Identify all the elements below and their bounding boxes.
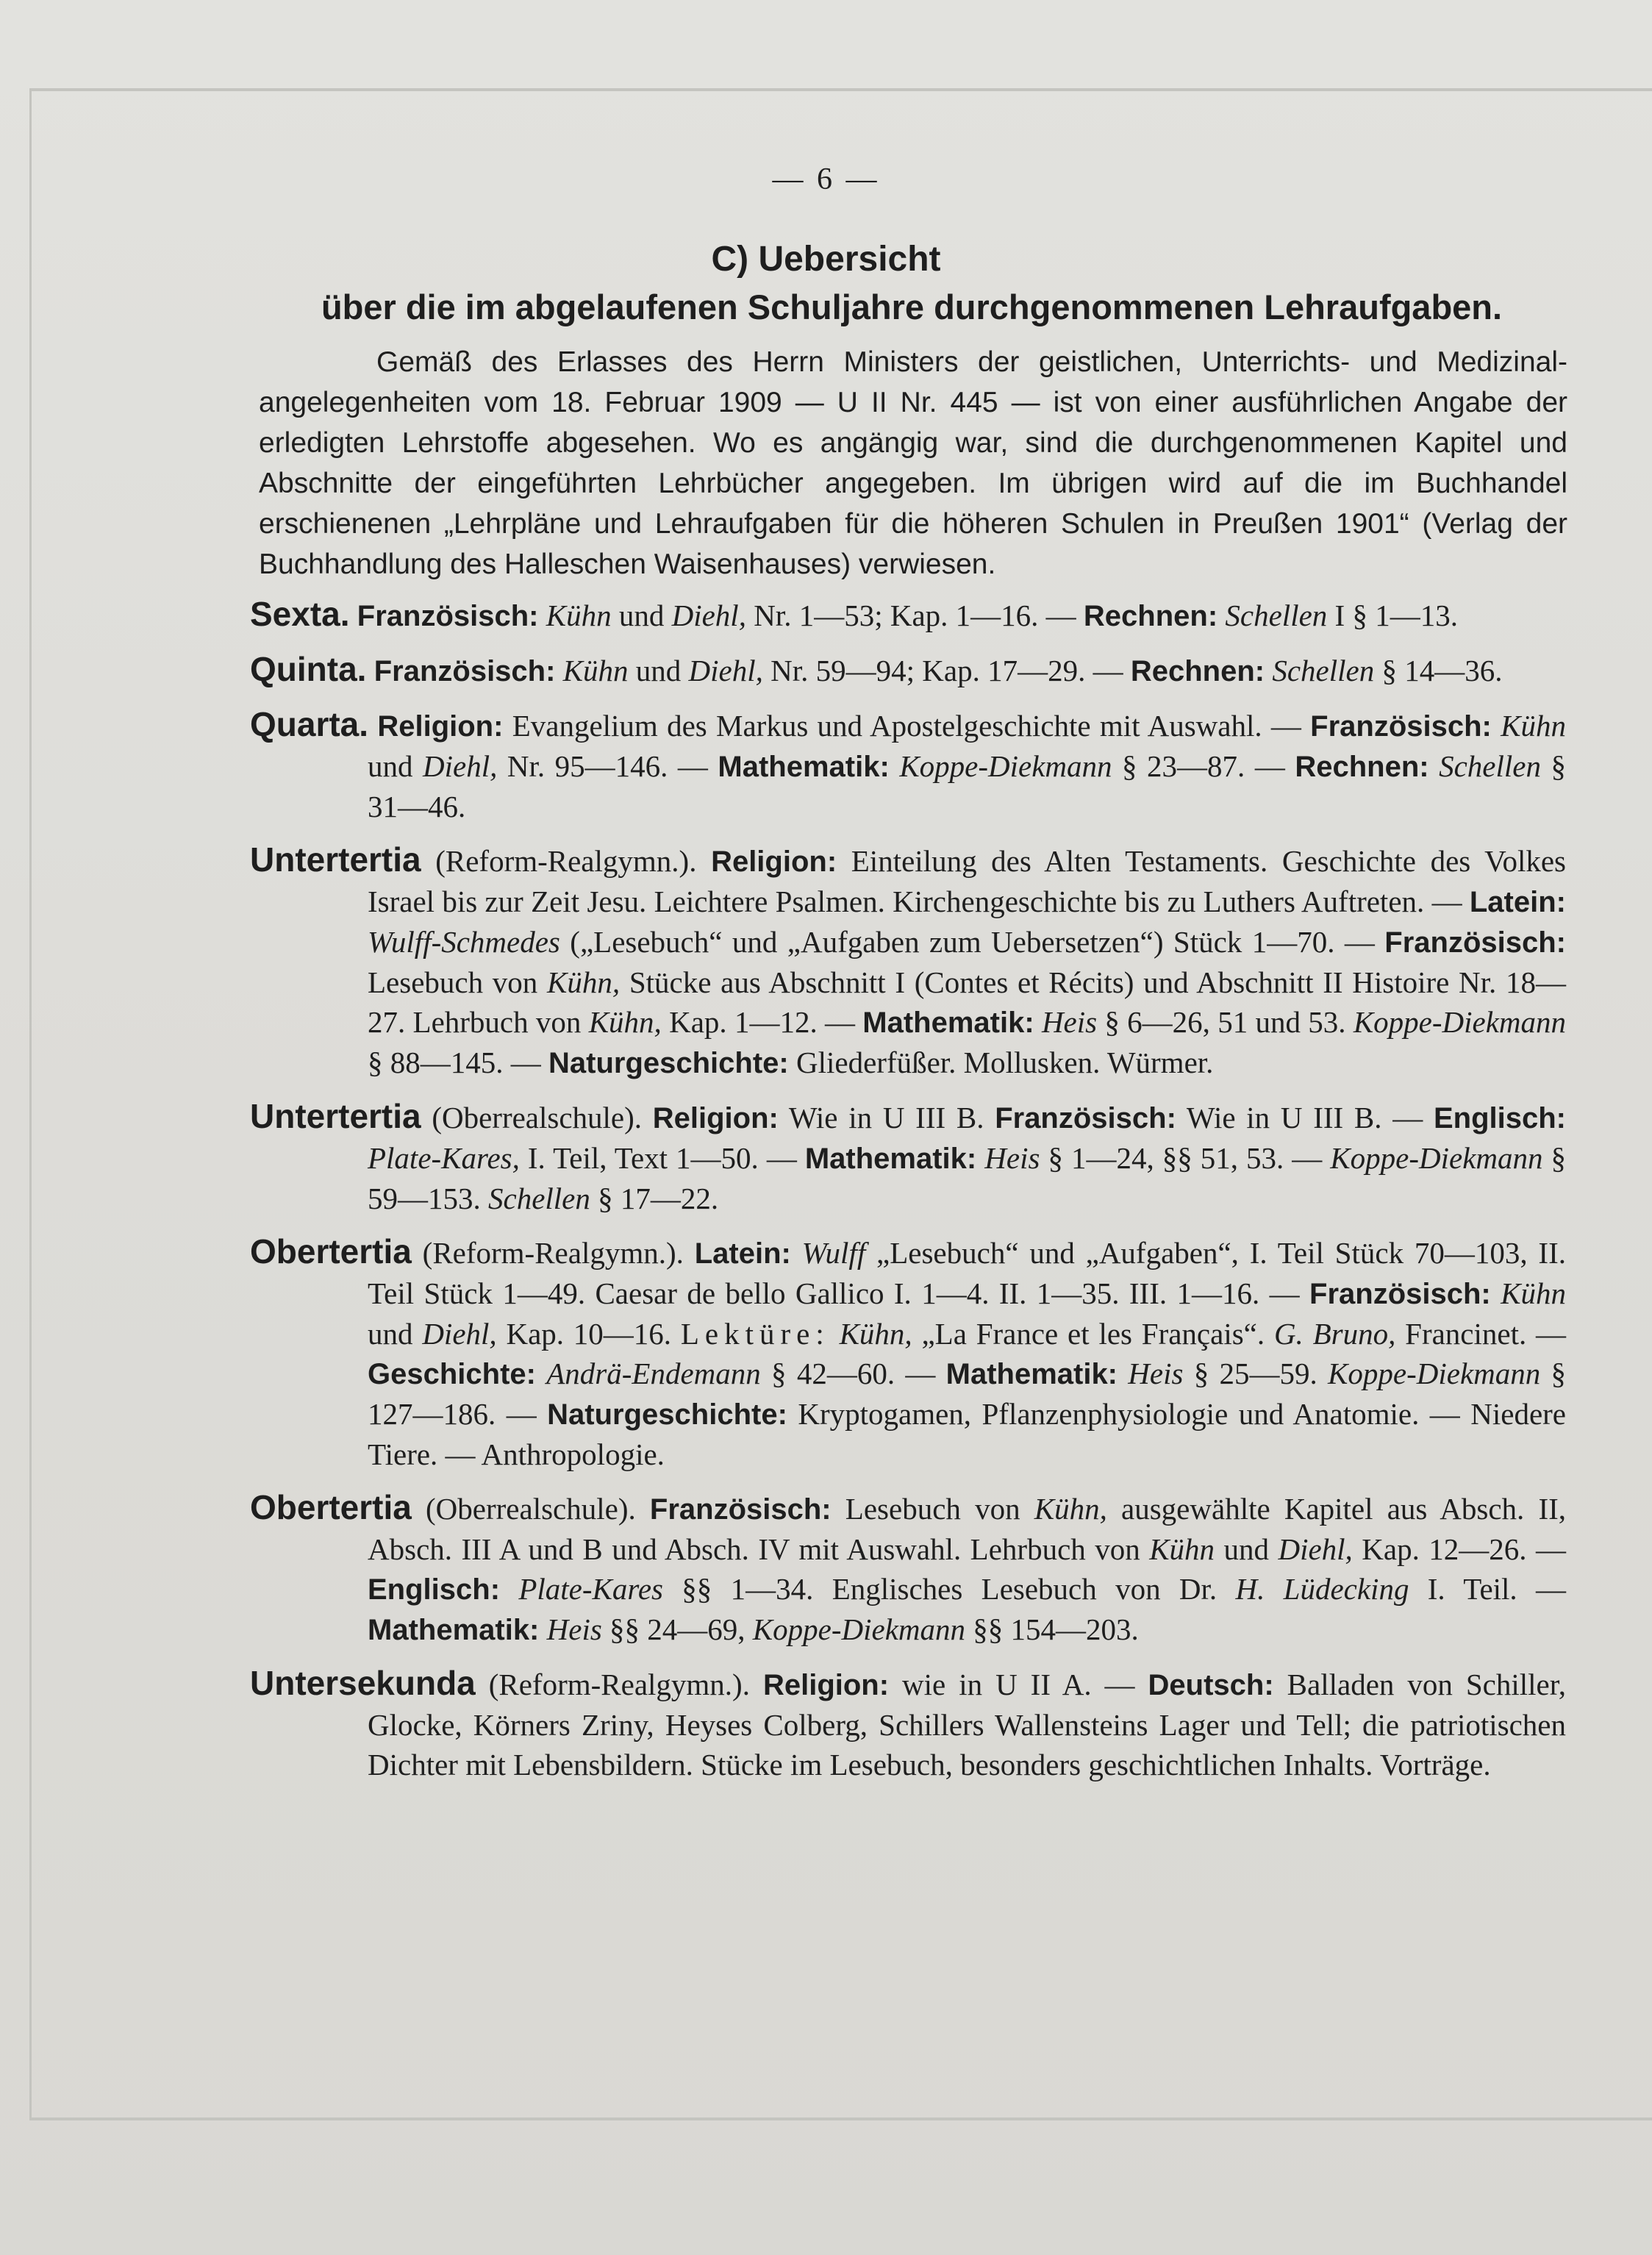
entry-text: § 1—24, §§ 51, 53. —: [1040, 1141, 1331, 1175]
entry-text: [1034, 1005, 1042, 1039]
subject-label: Geschichte:: [368, 1358, 536, 1390]
subject-label: Rechnen:: [1295, 751, 1429, 783]
textbook-title: G. Bruno,: [1273, 1317, 1396, 1351]
subject-label: Französisch:: [1309, 1278, 1491, 1310]
entry-text: Gliederfüßer. Mollusken. Würmer.: [788, 1046, 1214, 1079]
subject-label: Mathematik:: [368, 1614, 540, 1646]
entry-text: Einteilung des Alten Testaments. Geschichte des Volkes Israel bis zur Zeit Jesu. Leichtere Psalmen. Kirchengeschichte bis zu Luthers Auftreten. —: [368, 844, 1566, 918]
entry-text: Wie in U III B.: [778, 1101, 995, 1134]
textbook-title: Kühn,: [839, 1317, 912, 1351]
textbook-title: Kühn: [1501, 1276, 1566, 1310]
subject-label: Naturgeschichte:: [548, 1047, 789, 1079]
entry-text: [791, 1236, 802, 1270]
entry-text: [536, 1357, 546, 1390]
textbook-title: Plate-Kares,: [368, 1141, 520, 1175]
textbook-title: Kühn: [562, 654, 629, 687]
textbook-title: Plate-Kares: [518, 1572, 663, 1606]
entry-untertertia-reform: [250, 840, 1566, 1083]
textbook-title: Diehl,: [671, 598, 746, 632]
subject-label: Englisch:: [1433, 1102, 1566, 1134]
subject-label: Latein:: [1469, 886, 1566, 918]
entry-text: Nr. 95—146. —: [497, 749, 718, 783]
entry-text: Lesebuch von: [368, 965, 548, 999]
entry-untertertia-ober: [250, 1096, 1566, 1218]
class-name: Sexta.: [250, 595, 350, 633]
entry-text: ausgewählte Kapitel aus Absch. II, Absch. III A und B und Absch. IV mit Auswahl. Lehrbuch von: [368, 1492, 1567, 1566]
entry-text: und: [611, 598, 672, 632]
entry-text: (Reform-Realgymn.).: [411, 1236, 695, 1270]
textbook-title: Schellen: [1225, 598, 1328, 632]
section-subheading: über die im abgelaufenen Schuljahre durchgenommenen Lehraufgaben.: [321, 287, 1503, 326]
textbook-title: Kühn,: [547, 965, 621, 999]
section-heading: C) Uebersicht: [711, 240, 941, 279]
subject-label: Mathematik:: [718, 751, 890, 783]
textbook-title: Andrä-Endemann: [546, 1357, 761, 1390]
entry-text: § 88—145. —: [368, 1046, 548, 1079]
class-name: Untertertia: [250, 1097, 421, 1135]
entry-text: [1217, 598, 1225, 632]
textbook-title: Heis: [1128, 1357, 1184, 1390]
entry-text: § 14—36.: [1374, 654, 1503, 687]
subject-label: Französisch:: [357, 600, 539, 632]
entry-text: [366, 654, 373, 687]
entry-text: [830, 1317, 840, 1351]
entry-text: I. Teil. —: [1409, 1572, 1566, 1606]
entry-text: Balladen von Schiller, Glocke, Körners Zriny, Heyses Colberg, Schillers Wallensteins Lager und Tell; die patriotischen Dichter mit Lebensbildern. Stücke im Lesebuch, besonders geschichtlichen Inhalts. Vorträge.: [368, 1668, 1566, 1782]
textbook-title: Heis: [546, 1612, 602, 1646]
subject-label: Mathematik:: [945, 1358, 1118, 1390]
entry-text: Wie in U III B. —: [1176, 1101, 1434, 1134]
entry-text: § 127—186. —: [368, 1357, 1567, 1431]
page-number: — 6 —: [772, 162, 880, 196]
entry-text: §§ 24—69,: [601, 1612, 753, 1646]
class-name: Untersekunda: [250, 1664, 476, 1702]
subject-label: Mathematik:: [862, 1007, 1034, 1039]
entry-text: [1491, 1276, 1501, 1310]
textbook-title: Diehl,: [688, 654, 763, 687]
entry-text: § 23—87. —: [1112, 749, 1295, 783]
entry-text: [1429, 749, 1440, 783]
entry-text: (Oberrealschule).: [411, 1492, 650, 1526]
entry-text: (Reform-Realgymn.).: [421, 844, 712, 878]
subject-label: Religion:: [762, 1669, 890, 1701]
intro-paragraph: Gemäß des Erlasses des Herrn Ministers der geistlichen, Unterrichts- und Medizinal-angelegenheiten vom 18. Februar 1909 — U II Nr. 445 — ist von einer ausführlichen Angabe der erledigten Lehrstoffe abgesehen. Wo es angängig war, sind die durchgenommenen Kapitel und Abschnitte der eingeführten Lehrbücher angegeben. Im übrigen wird auf die im Buchhandel erschienenen „Lehrpläne und Lehraufgaben für die höheren Schulen in Preußen 1901“ (Verlag der Buchhandlung des Halleschen Waisenhauses) verwiesen.: [259, 346, 1567, 580]
entry-text: und: [368, 749, 423, 783]
subject-label: Religion:: [711, 846, 837, 878]
entry-text: Kap. 12—26. —: [1352, 1532, 1566, 1566]
subject-label: Französisch:: [373, 655, 556, 687]
class-name: Quarta.: [250, 705, 369, 743]
entry-text: [1118, 1357, 1128, 1390]
textbook-title: Koppe-Diekmann: [1328, 1357, 1541, 1390]
entry-text: [500, 1572, 518, 1606]
entry-quinta: [250, 649, 1566, 691]
entry-text: wie in U II A. —: [889, 1668, 1148, 1701]
entry-text: § 59—153.: [368, 1141, 1567, 1215]
textbook-title: Koppe-Diekmann: [752, 1612, 965, 1646]
textbook-title: Wulff: [801, 1236, 866, 1270]
textbook-title: Heis: [1041, 1005, 1098, 1039]
entry-text: („Lesebuch“ und „Aufgaben zum Uebersetzen“) Stück 1—70. —: [559, 925, 1385, 959]
frame-line-top: [29, 88, 1652, 91]
entry-quarta: [250, 704, 1566, 826]
entry-text: [539, 598, 546, 632]
entry-text: „La France et les Français“.: [912, 1317, 1274, 1351]
entry-text: [539, 1612, 546, 1646]
subject-label: Latein:: [694, 1237, 791, 1270]
textbook-title: Kühn,: [1034, 1492, 1107, 1526]
entry-text: Stücke aus Abschnitt I (Contes et Récits) und Abschnitt II Histoire Nr. 18—27. Lehrbuch von: [368, 965, 1567, 1039]
entry-text: Nr. 59—94; Kap. 17—29. —: [762, 654, 1131, 687]
frame-line-bottom: [29, 2118, 1652, 2120]
textbook-title: Wulff-Schmedes: [368, 925, 560, 959]
entry-text: und: [368, 1317, 423, 1351]
entry-sexta: [250, 594, 1566, 636]
entry-text: [350, 598, 357, 632]
textbook-title: Diehl,: [422, 1317, 497, 1351]
textbook-title: Koppe-Diekmann: [899, 749, 1112, 783]
textbook-title: Schellen: [1272, 654, 1375, 687]
entry-text: §§ 1—34. Englisches Lesebuch von Dr.: [662, 1572, 1236, 1606]
entry-text: Lesebuch von: [831, 1492, 1034, 1526]
class-name: Obertertia: [250, 1232, 412, 1271]
entry-text: [368, 709, 377, 743]
subject-label: Deutsch:: [1148, 1669, 1274, 1701]
textbook-title: Diehl,: [423, 749, 498, 783]
textbook-title: Schellen: [1439, 749, 1541, 783]
entry-text: Kryptogamen, Pflanzenphysiologie und Anatomie. — Niedere Tiere. — Anthropologie.: [368, 1397, 1566, 1471]
entry-text: I § 1—13.: [1327, 598, 1458, 632]
entry-text: und: [1215, 1532, 1279, 1566]
subject-label: Naturgeschichte:: [547, 1398, 787, 1431]
subject-label: Englisch:: [368, 1573, 501, 1606]
entry-text: §§ 154—203.: [965, 1612, 1139, 1646]
class-name: Quinta.: [250, 650, 367, 688]
entry-text: [1265, 654, 1272, 687]
subject-label: Religion:: [652, 1102, 779, 1134]
entry-obertertia-ober: [250, 1487, 1566, 1650]
subject-label: Französisch:: [995, 1102, 1176, 1134]
subject-label: Französisch:: [649, 1493, 832, 1526]
spaced-label: Lektüre:: [680, 1317, 830, 1351]
entry-text: Kap. 1—12. —: [661, 1005, 863, 1039]
entry-text: Kap. 10—16.: [496, 1317, 681, 1351]
entry-text: (Oberrealschule).: [421, 1101, 653, 1134]
class-name: Untertertia: [250, 840, 421, 879]
entry-text: Nr. 1—53; Kap. 1—16. —: [745, 598, 1084, 632]
entry-text: Evangelium des Markus und Apostelgeschichte mit Auswahl. —: [503, 709, 1311, 743]
entry-text: (Reform-Realgymn.).: [475, 1668, 763, 1701]
textbook-title: Kühn: [546, 598, 612, 632]
textbook-title: Koppe-Diekmann: [1353, 1005, 1567, 1039]
subject-label: Rechnen:: [1130, 655, 1265, 687]
entry-text: § 25—59.: [1183, 1357, 1329, 1390]
textbook-title: Heis: [984, 1141, 1040, 1175]
textbook-title: H. Lüdecking: [1235, 1572, 1409, 1606]
textbook-title: Diehl,: [1278, 1532, 1353, 1566]
subject-label: Religion:: [377, 710, 504, 743]
class-name: Obertertia: [250, 1488, 412, 1526]
subject-label: Mathematik:: [804, 1143, 977, 1175]
subject-label: Rechnen:: [1083, 600, 1218, 632]
entry-text: [1492, 709, 1501, 743]
entry-text: § 31—46.: [368, 749, 1567, 823]
textbook-title: Kühn: [1149, 1532, 1215, 1566]
frame-line-left: [29, 88, 32, 2119]
entry-text: „Lesebuch“ und „Aufgaben“, I. Teil Stück 70—103, II. Teil Stück 1—49. Caesar de bello Gallico I. 1—4. II. 1—35. III. 1—16. —: [368, 1236, 1566, 1310]
entry-text: und: [628, 654, 689, 687]
entry-text: Francinet. —: [1395, 1317, 1567, 1351]
entry-text: § 17—22.: [590, 1182, 719, 1215]
subject-label: Französisch:: [1384, 926, 1566, 959]
entry-text: § 42—60. —: [760, 1357, 946, 1390]
entry-text: [890, 749, 900, 783]
entry-text: [976, 1141, 984, 1175]
subject-label: Französisch:: [1310, 710, 1492, 743]
curriculum-entries: [250, 594, 1566, 1798]
entry-text: I. Teil, Text 1—50. —: [519, 1141, 805, 1175]
entry-obertertia-reform: [250, 1232, 1566, 1474]
textbook-title: Kühn,: [588, 1005, 662, 1039]
textbook-title: Kühn: [1501, 709, 1567, 743]
entry-text: § 6—26, 51 und 53.: [1097, 1005, 1354, 1039]
entry-text: [555, 654, 562, 687]
textbook-title: Koppe-Diekmann: [1330, 1141, 1543, 1175]
textbook-title: Schellen: [488, 1182, 590, 1215]
entry-untersekunda-reform: [250, 1663, 1566, 1784]
